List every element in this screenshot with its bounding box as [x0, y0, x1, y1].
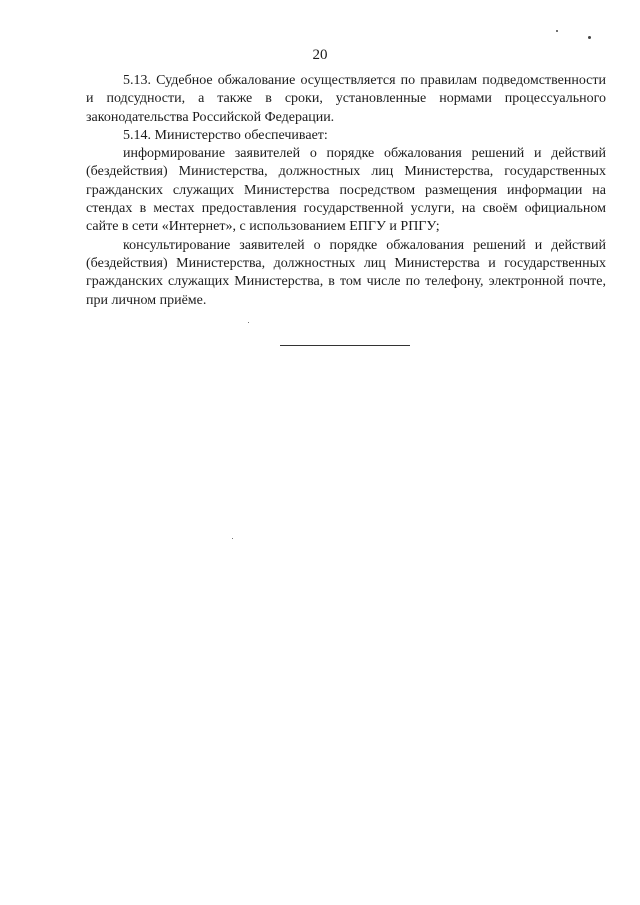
scan-speck: [588, 36, 591, 39]
scan-speck: [556, 30, 558, 32]
body-text: [86, 72, 606, 310]
scan-speck: [232, 538, 233, 539]
scan-speck: [248, 322, 249, 323]
paragraph-5-14: 5.14. Министерство обеспечивает:: [123, 127, 328, 143]
paragraph-consulting: консультирование заявителей о порядке обжалования решений и действий (бездействия) Министерства, должностных лиц Министерства и государственных гражданских служащих Министерства, в том числе по телефону, электронной почте, при личном приёме.: [86, 237, 606, 308]
end-separator-line: [280, 345, 410, 346]
paragraph-5-13: 5.13. Судебное обжалование осуществляется по правилам подведомственности и подсудности, а также в сроки, установленные нормами процессуального законодательства Российской Федерации.: [86, 73, 606, 125]
paragraph-informing: информирование заявителей о порядке обжалования решений и действий (бездействия) Министерства, должностных лиц Министерства, государственных гражданских служащих Министерства посредством размещения информации на стендах в местах предоставления государственной услуги, на своём официальном сайте в сети «Интернет», с использованием ЕПГУ и РПГУ;: [86, 146, 606, 235]
page-number: 20: [312, 47, 328, 63]
